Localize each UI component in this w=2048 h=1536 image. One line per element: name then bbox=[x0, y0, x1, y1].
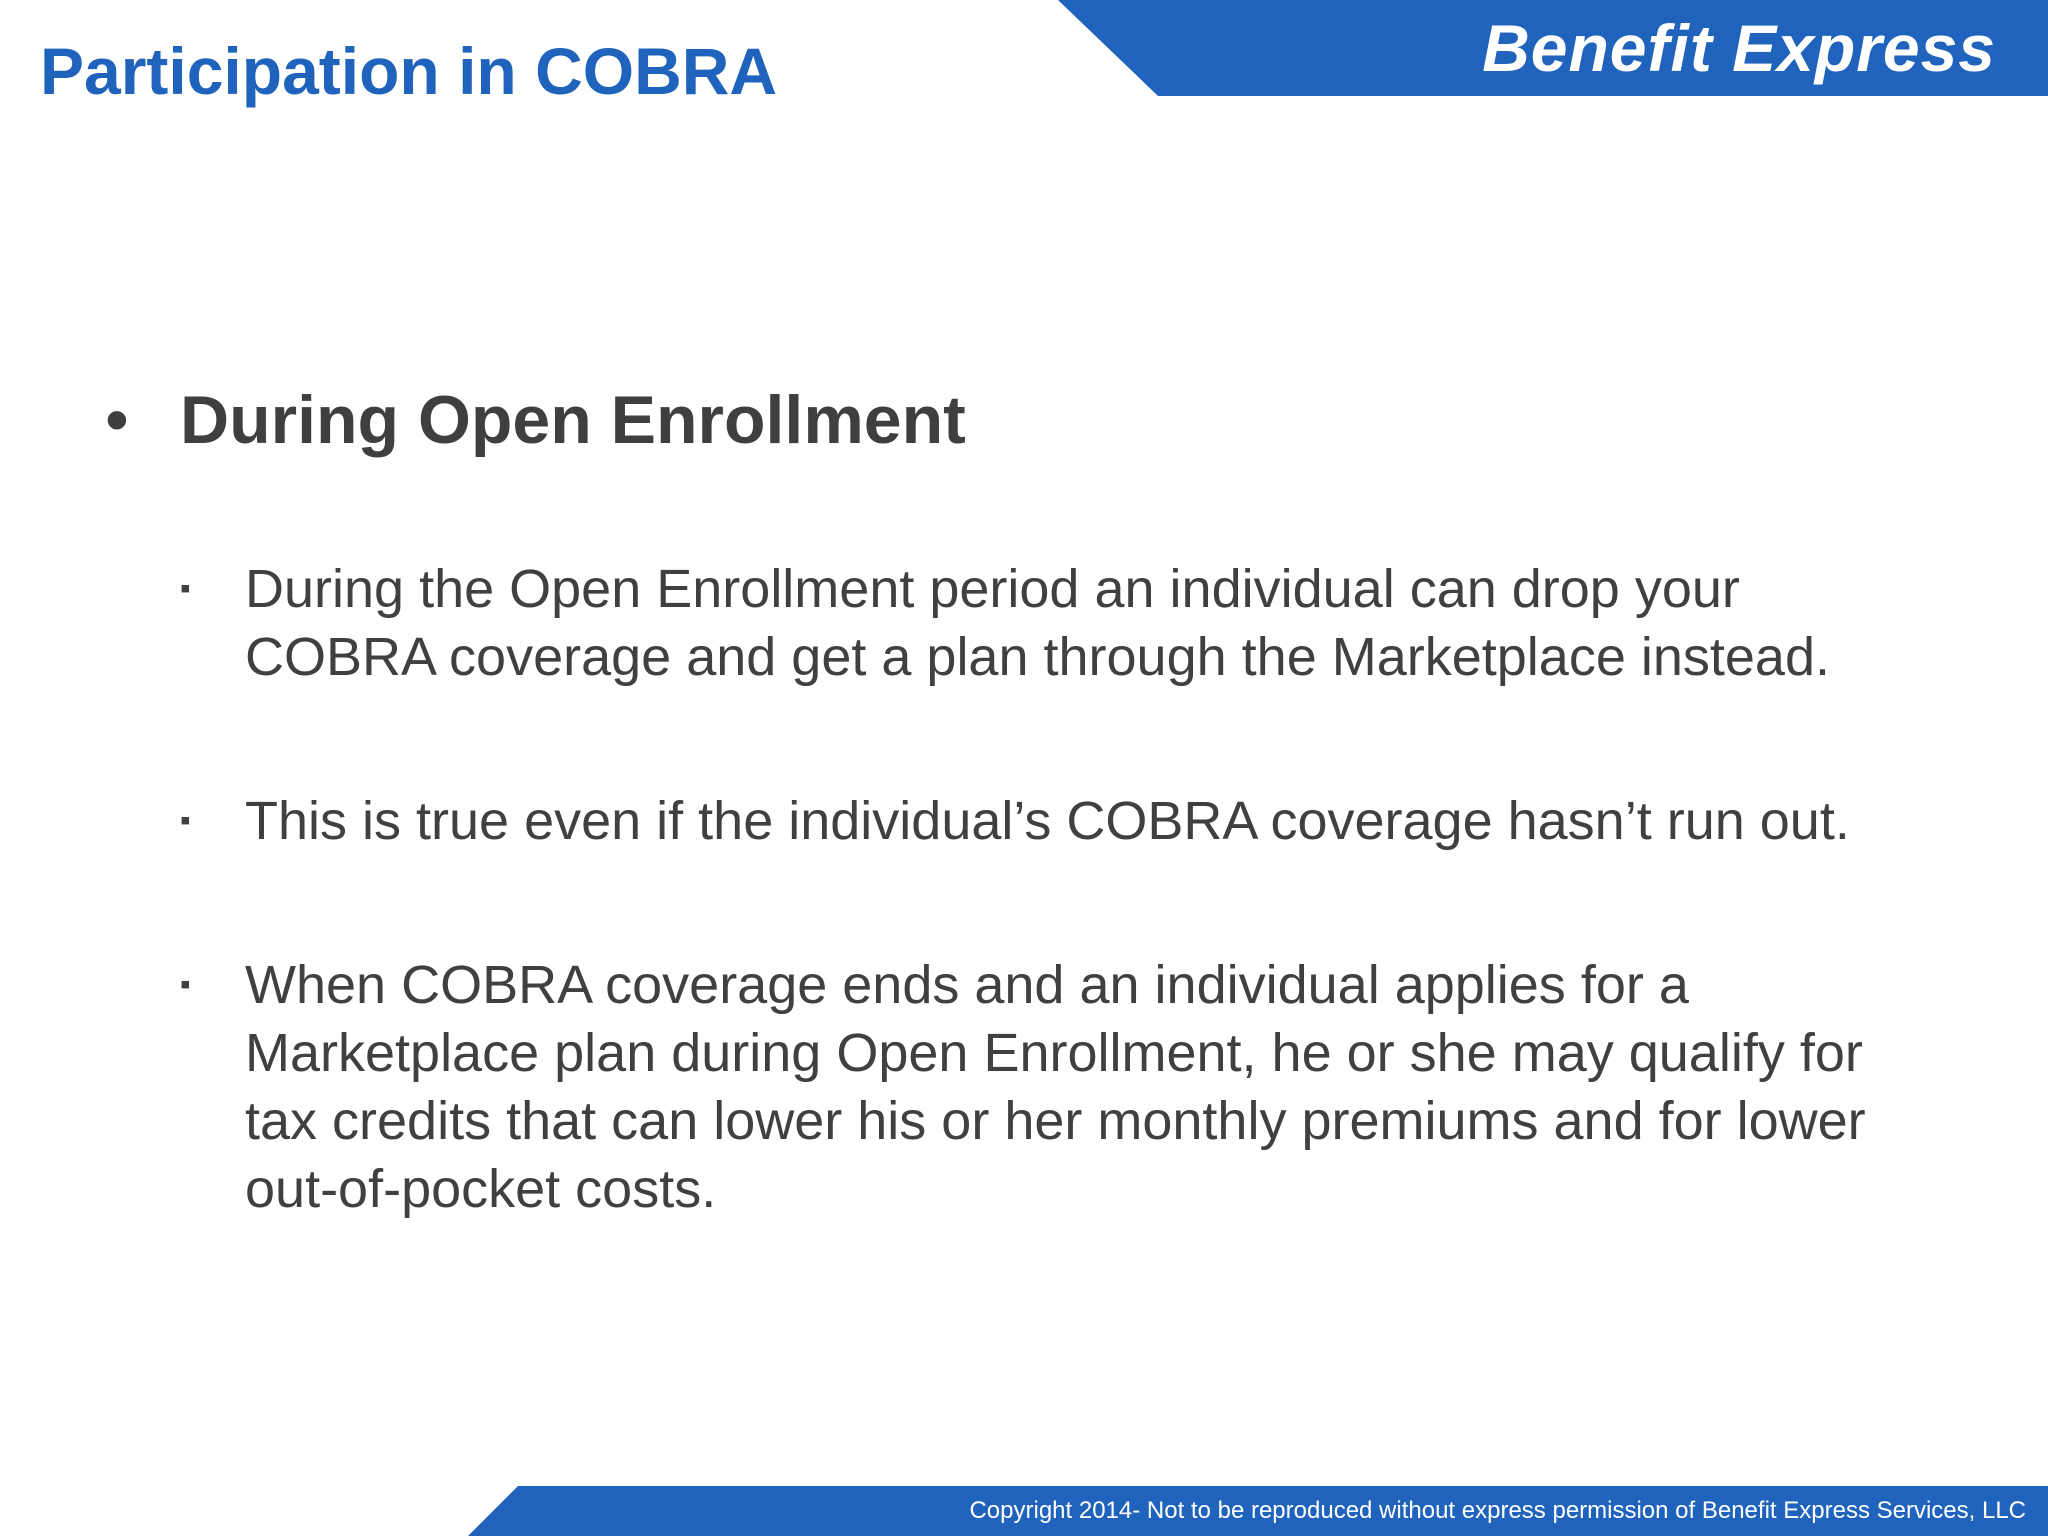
section-heading bbox=[105, 380, 966, 460]
square-bullet-icon: ▪ bbox=[180, 968, 191, 1001]
list-item-text: This is true even if the individual’s COBRA coverage hasn’t run out. bbox=[245, 791, 1850, 851]
page-title: Participation in COBRA bbox=[40, 34, 778, 108]
list-item-text: When COBRA coverage ends and an individual applies for a Marketplace plan during Open Enrollment, he or she may qualify for tax credits that can lower his or her monthly premiums and for lower out-of-pocket costs. bbox=[245, 955, 1866, 1219]
square-bullet-icon: ▪ bbox=[180, 804, 191, 837]
list-item bbox=[180, 951, 1980, 1223]
benefit-express-logo: Benefit Express bbox=[1482, 11, 1996, 85]
section-heading-text: During Open Enrollment bbox=[180, 382, 966, 458]
bullet-list bbox=[180, 555, 1980, 1223]
list-item bbox=[180, 787, 1980, 855]
list-item-text: During the Open Enrollment period an individual can drop your COBRA coverage and get a plan through the Marketplace instead. bbox=[245, 559, 1830, 687]
list-item bbox=[180, 555, 1980, 691]
square-bullet-icon: ▪ bbox=[180, 572, 191, 605]
heading-bullet-icon: • bbox=[105, 382, 129, 458]
copyright-text: Copyright 2014- Not to be reproduced without express permission of Benefit Express Services, LLC bbox=[969, 1497, 2026, 1524]
